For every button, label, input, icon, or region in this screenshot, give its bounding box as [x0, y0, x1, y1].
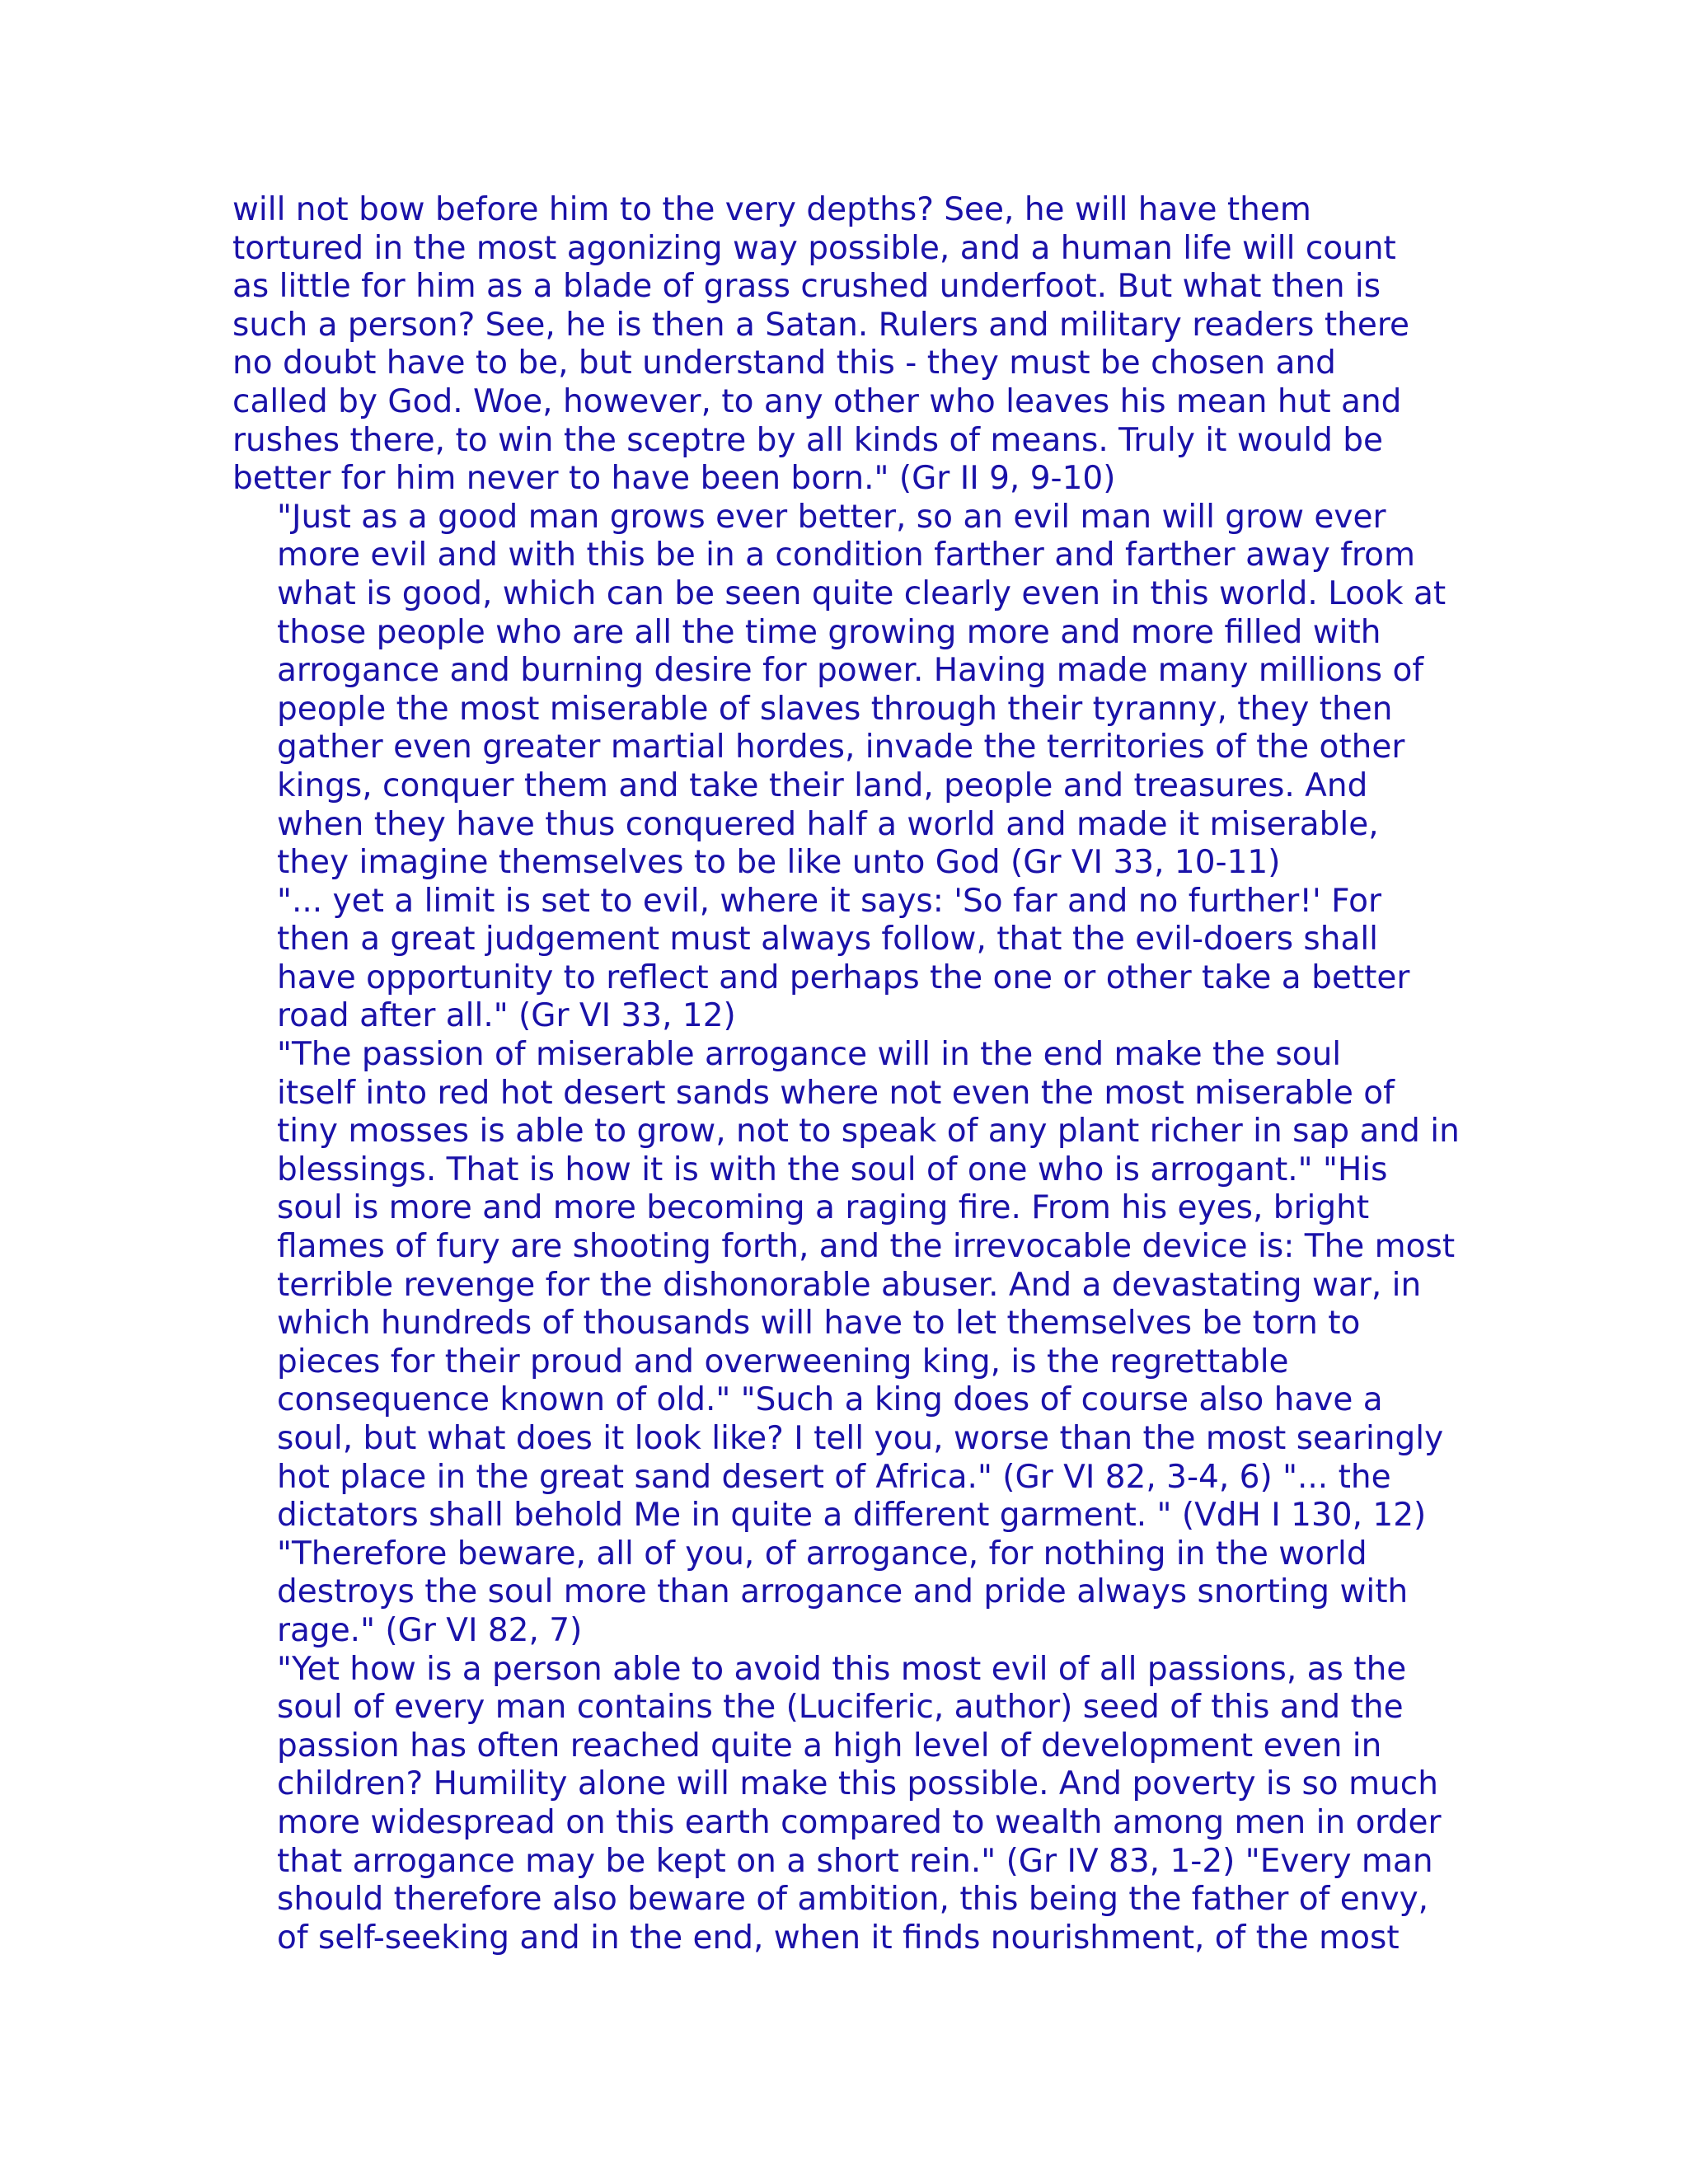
text-line: such a person? See, he is then a Satan. Rulers and military readers there: [232, 306, 1409, 344]
text-line: tiny mosses is able to grow, not to speak of any plant richer in sap and in: [277, 1113, 1460, 1151]
paragraph: [232, 1651, 1469, 1958]
text-line: more widespread on this earth compared to wealth among men in order: [277, 1803, 1442, 1841]
text-line: pieces for their proud and overweening king, is the regrettable: [277, 1343, 1289, 1380]
text-line: rushes there, to win the sceptre by all kinds of means. Truly it would be: [232, 421, 1384, 459]
text-line: more evil and with this be in a condition farther and farther away from: [277, 537, 1416, 574]
text-line: children? Humility alone will make this possible. And poverty is so much: [277, 1765, 1438, 1803]
text-line: people the most miserable of slaves through their tyranny, they then: [277, 690, 1393, 728]
text-line: gather even greater martial hordes, invade the territories of the other: [277, 729, 1405, 766]
paragraph: [232, 499, 1469, 883]
text-line: better for him never to have been born." (Gr II 9, 9-10): [232, 460, 1116, 498]
text-line: then a great judgement must always follow, that the evil-doers shall: [277, 921, 1379, 958]
text-line: of self-seeking and in the end, when it finds nourishment, of the most: [277, 1919, 1400, 1957]
text-line: soul, but what does it look like? I tell you, worse than the most searingly: [277, 1420, 1444, 1457]
text-line: they imagine themselves to be like unto God (Gr VI 33, 10-11): [277, 844, 1281, 882]
text-line: rage." (Gr VI 82, 7): [277, 1611, 583, 1649]
paragraph: [232, 191, 1469, 499]
text-line: soul is more and more becoming a raging fire. From his eyes, bright: [277, 1189, 1370, 1227]
text-line: soul of every man contains the (Luciferic, author) seed of this and the: [277, 1689, 1404, 1727]
text-line: called by God. Woe, however, to any other who leaves his mean hut and: [232, 382, 1402, 420]
paragraph: [232, 1036, 1469, 1651]
text-line: kings, conquer them and take their land, people and treasures. And: [277, 766, 1368, 804]
text-line: that arrogance may be kept on a short rein." (Gr IV 83, 1-2) "Every man: [277, 1842, 1433, 1880]
paragraph: [232, 883, 1469, 1036]
text-line: "The passion of miserable arrogance will in the end make the soul: [277, 1036, 1342, 1074]
text-line: have opportunity to reflect and perhaps the one or other take a better: [277, 958, 1410, 996]
text-line: no doubt have to be, but understand this - they must be chosen and: [232, 344, 1336, 382]
text-line: flames of fury are shooting forth, and the irrevocable device is: The most: [277, 1228, 1456, 1266]
text-line: "Just as a good man grows ever better, so an evil man will grow ever: [277, 498, 1386, 536]
text-line: what is good, which can be seen quite clearly even in this world. Look at: [277, 574, 1447, 612]
text-line: those people who are all the time growing more and more filled with: [277, 613, 1381, 651]
text-line: road after all." (Gr VI 33, 12): [277, 997, 736, 1035]
text-line: consequence known of old." "Such a king does of course also have a: [277, 1381, 1383, 1419]
text-line: "Yet how is a person able to avoid this most evil of all passions, as the: [277, 1650, 1407, 1688]
text-line: hot place in the great sand desert of Africa." (Gr VI 82, 3-4, 6) "... the: [277, 1458, 1391, 1496]
text-line: itself into red hot desert sands where not even the most miserable of: [277, 1074, 1395, 1112]
text-line: "... yet a limit is set to evil, where it says: 'So far and no further!' For: [277, 882, 1382, 920]
document-page: [232, 191, 1469, 1957]
text-line: should therefore also beware of ambition, this being the father of envy,: [277, 1881, 1429, 1919]
text-line: which hundreds of thousands will have to let themselves be torn to: [277, 1305, 1361, 1343]
text-line: as little for him as a blade of grass crushed underfoot. But what then is: [232, 268, 1381, 306]
text-line: will not bow before him to the very depths? See, he will have them: [232, 191, 1311, 228]
text-line: dictators shall behold Me in quite a different garment. " (VdH I 130, 12): [277, 1497, 1427, 1535]
text-line: tortured in the most agonizing way possible, and a human life will count: [232, 229, 1396, 267]
text-line: passion has often reached quite a high level of development even in: [277, 1727, 1382, 1765]
text-line: destroys the soul more than arrogance and pride always snorting with: [277, 1573, 1409, 1611]
text-line: "Therefore beware, all of you, of arrogance, for nothing in the world: [277, 1535, 1367, 1572]
text-line: blessings. That is how it is with the soul of one who is arrogant." "His: [277, 1151, 1388, 1188]
text-line: terrible revenge for the dishonorable abuser. And a devastating war, in: [277, 1266, 1422, 1304]
text-line: arrogance and burning desire for power. Having made many millions of: [277, 652, 1424, 690]
text-line: when they have thus conquered half a world and made it miserable,: [277, 805, 1379, 843]
